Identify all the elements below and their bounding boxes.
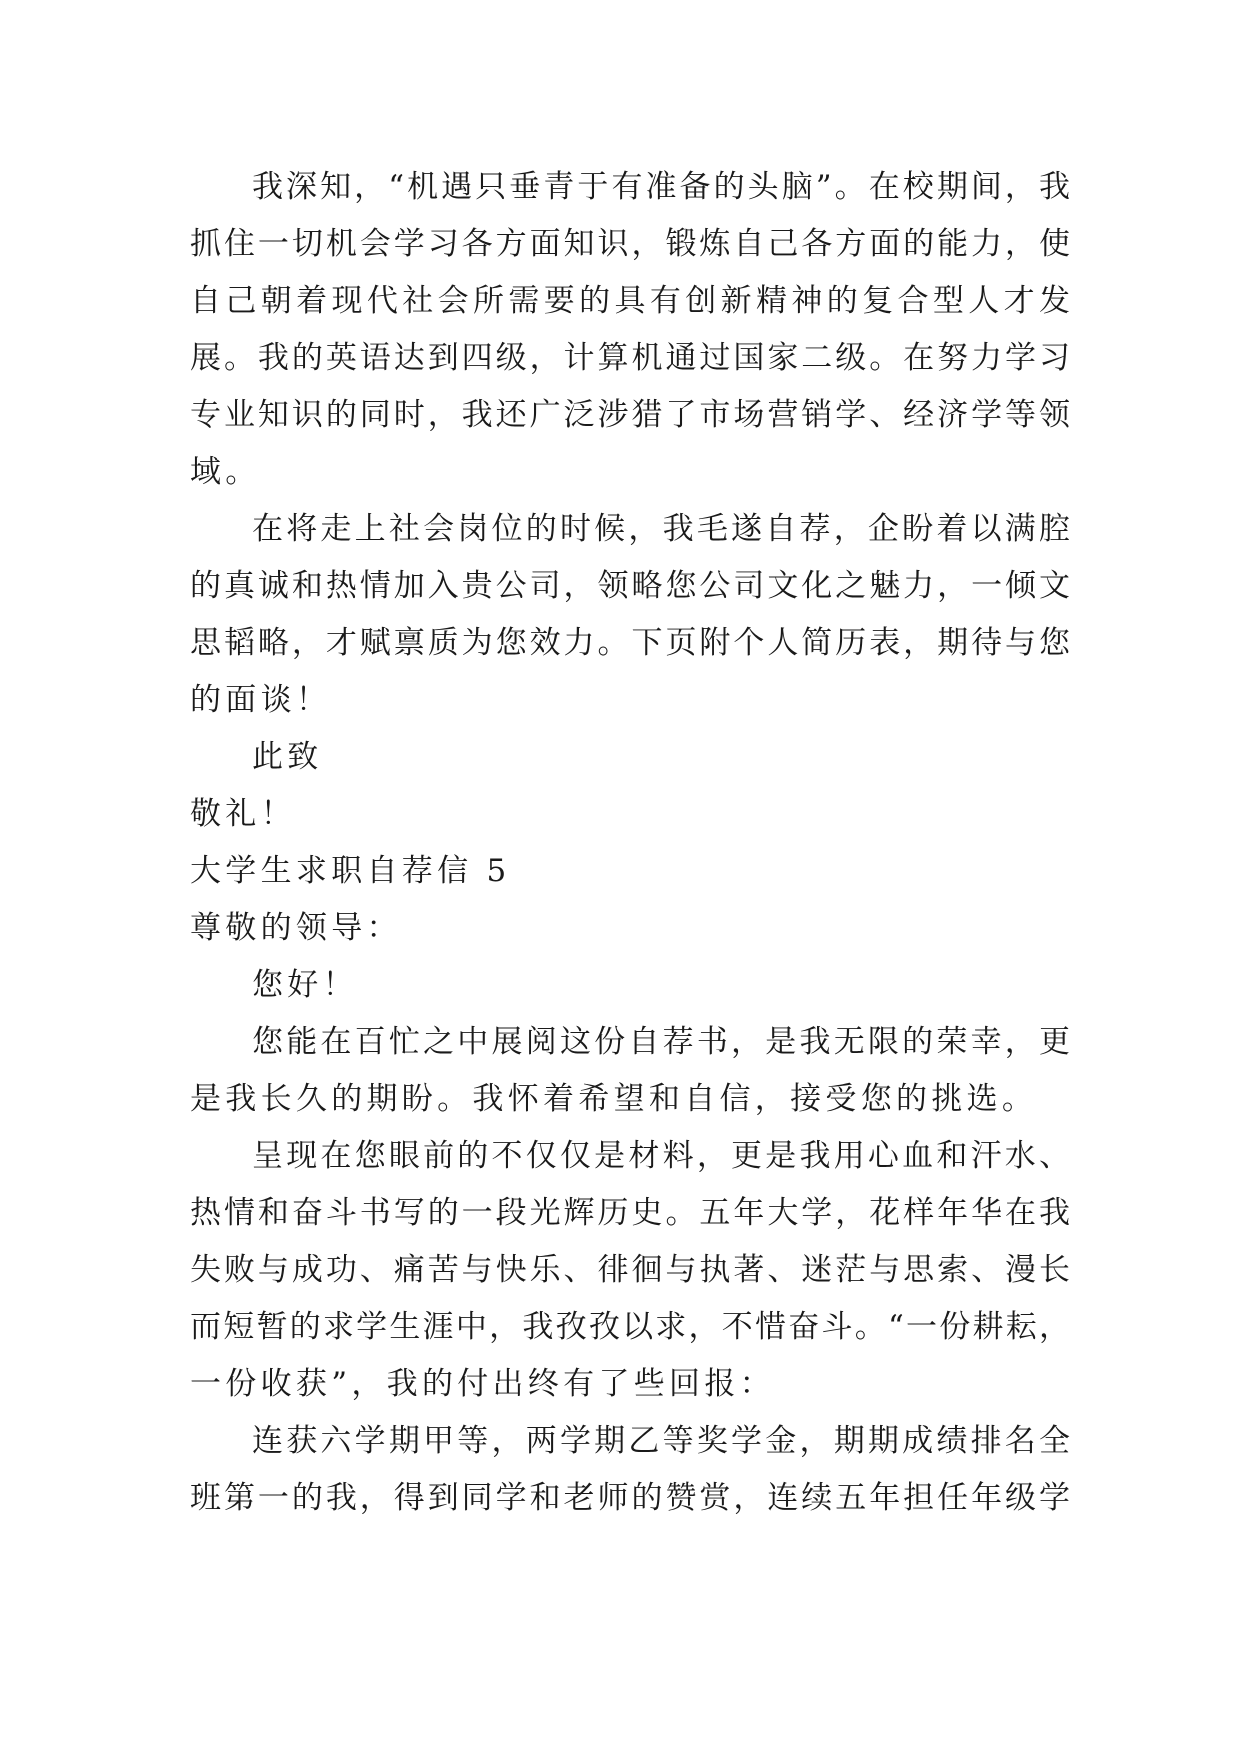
text-line: 自己朝着现代社会所需要的具有创新精神的复合型人才发	[190, 283, 1070, 319]
text-line: 连获六学期甲等，两学期乙等奖学金，期期成绩排名全	[252, 1423, 1070, 1459]
text-line: 您能在百忙之中展阅这份自荐书，是我无限的荣幸，更	[252, 1024, 1070, 1060]
text-line: 专业知识的同时，我还广泛涉猎了市场营销学、经济学等领	[190, 397, 1070, 433]
text-line: 而短暂的求学生涯中，我孜孜以求，不惜奋斗。“一份耕耘，	[190, 1309, 1070, 1345]
text-line: 班第一的我，得到同学和老师的赞赏，连续五年担任年级学	[190, 1480, 1070, 1516]
text-line: 域。	[190, 454, 261, 490]
greeting: 您好！	[252, 967, 358, 1003]
text-line: 热情和奋斗书写的一段光辉历史。五年大学，花样年华在我	[190, 1195, 1070, 1231]
text-line: 的面谈！	[190, 682, 332, 718]
text-line: 在将走上社会岗位的时候，我毛遂自荐，企盼着以满腔	[252, 511, 1070, 547]
section-title: 大学生求职自荐信 5	[190, 853, 511, 889]
text-line: 一份收获”，我的付出终有了些回报：	[190, 1366, 775, 1402]
closing-regards: 敬礼！	[190, 796, 296, 832]
text-line: 失败与成功、痛苦与快乐、徘徊与执著、迷茫与思索、漫长	[190, 1252, 1070, 1288]
text-line: 展。我的英语达到四级，计算机通过国家二级。在努力学习	[190, 340, 1070, 376]
text-line: 呈现在您眼前的不仅仅是材料，更是我用心血和汗水、	[252, 1138, 1070, 1174]
text-line: 的真诚和热情加入贵公司，领略您公司文化之魅力，一倾文	[190, 568, 1070, 604]
greeting-addressee: 尊敬的领导：	[190, 910, 402, 946]
text-line: 我深知，“机遇只垂青于有准备的头脑”。在校期间，我	[252, 169, 1070, 205]
text-line: 是我长久的期盼。我怀着希望和自信，接受您的挑选。	[190, 1081, 1038, 1117]
closing-salutation: 此致	[252, 739, 323, 775]
text-line: 思韬略，才赋禀质为您效力。下页附个人简历表，期待与您	[190, 625, 1070, 661]
text-line: 抓住一切机会学习各方面知识，锻炼自己各方面的能力，使	[190, 226, 1070, 262]
